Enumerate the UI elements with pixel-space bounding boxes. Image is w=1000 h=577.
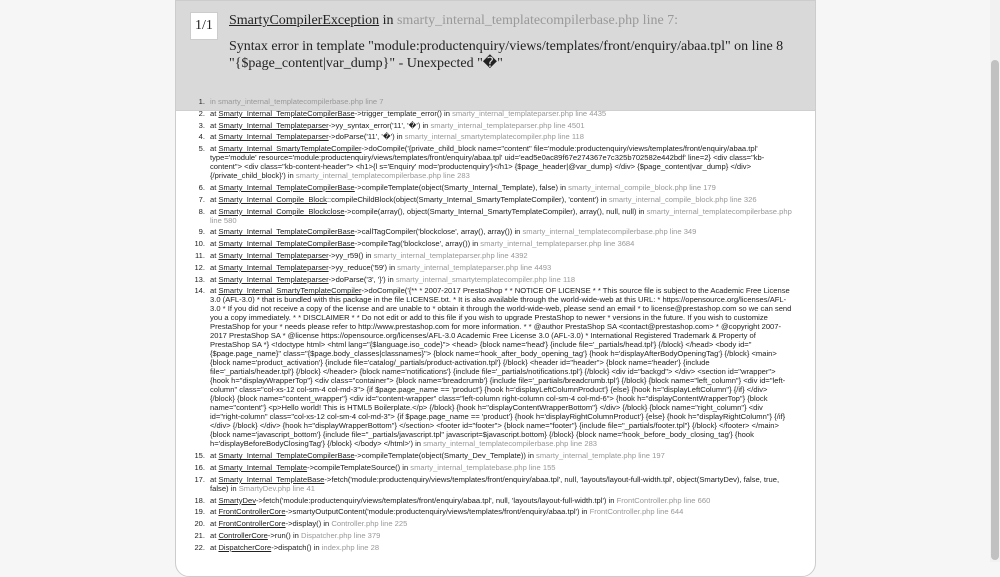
trace-file-location: Dispatcher.php line 379 — [300, 530, 381, 540]
trace-class-link[interactable]: Smarty_Internal_TemplateCompilerBase — [218, 108, 355, 118]
exception-location: smarty_internal_templatecompilerbase.php line 7: — [396, 13, 679, 28]
trace-file-location: smarty_internal_compile_block.php line 179 — [568, 182, 716, 192]
trace-at-text: at — [210, 194, 219, 204]
trace-class-link[interactable]: Smarty_Internal_TemplateBase — [218, 474, 325, 484]
trace-file-location: index.php line 28 — [321, 542, 380, 552]
trace-call: ::compileChildBlock(object(Smarty_Internal_SmartyTemplateCompiler), 'content') in — [326, 194, 609, 204]
trace-at-text: at — [210, 227, 219, 237]
trace-item — [192, 531, 792, 540]
trace-file-location: Controller.php line 225 — [331, 519, 408, 529]
trace-item — [192, 144, 792, 180]
trace-call: ->doCompile('{private_child_block name="content" file='module:productenquiry/views/templates/front/enquiry/abaa.tpl' type='module' resource='module:productenquiry/views/templates/front/enquiry/abaa.tpl' uid='ead5e0ac89f67e274367e7c325b702582e442bdf' line=2} <div class="kb-content"> <div class="kb-content-header"> <h1>{l s='Enquiry' mod='productenquiry'}</h1> {$page_header|@var_dump} </div> {$page_content|var_dump} </div> {/private_child_block}') in — [210, 144, 765, 181]
trace-at-text: at — [210, 239, 219, 249]
trace-call: ->smartyOutputContent('module:productenquiry/views/templates/front/enquiry/abaa.tpl') in — [285, 507, 590, 517]
exception-class[interactable]: SmartyCompilerException — [229, 13, 380, 28]
trace-class-link[interactable]: SmartyDev — [218, 495, 257, 505]
trace-call: ->compileTag('blockclose', array()) in — [354, 239, 481, 249]
trace-file-location: smarty_internal_smartytemplatecompiler.php line 118 — [404, 132, 584, 142]
exception-count: 1/1 — [190, 12, 218, 40]
trace-at-text: at — [210, 206, 219, 216]
trace-at-text: at — [210, 274, 219, 284]
trace-call: ->callTagCompiler('blockclose', array(), array()) in — [354, 227, 523, 237]
trace-call: ->display() in — [285, 519, 332, 529]
trace-file-location: smarty_internal_templateparser.php line 4501 — [430, 120, 585, 130]
trace-at-text: at — [210, 132, 219, 142]
trace-file-location: smarty_internal_template.php line 197 — [536, 451, 665, 461]
trace-item — [192, 251, 792, 260]
trace-call: ->fetch('module:productenquiry/views/templates/front/enquiry/abaa.tpl', null, 'layouts/layout-full-width.tpl') in — [256, 495, 617, 505]
trace-file-location: smarty_internal_templateparser.php line 4435 — [452, 108, 607, 118]
trace-item — [192, 275, 792, 284]
trace-at-text: at — [210, 120, 219, 130]
trace-class-link[interactable]: Smarty_Internal_Templateparser — [218, 274, 329, 284]
trace-item — [192, 132, 792, 141]
trace-item — [192, 195, 792, 204]
trace-at-text: at — [210, 144, 219, 154]
scrollbar[interactable] — [990, 0, 1000, 562]
trace-class-link[interactable]: FrontControllerCore — [218, 507, 286, 517]
trace-class-link[interactable]: Smarty_Internal_TemplateCompilerBase — [218, 227, 355, 237]
trace-class-link[interactable]: Smarty_Internal_TemplateCompilerBase — [218, 451, 355, 461]
trace-call: ->trigger_template_error() in — [354, 108, 453, 118]
trace-class-link[interactable]: Smarty_Internal_Template — [218, 462, 308, 472]
trace-class-link[interactable]: Smarty_Internal_Compile_Blockclose — [218, 206, 345, 216]
trace-call: ->doCompile('{** * 2007-2017 PrestaShop * * NOTICE OF LICENSE * * This source file is subject to the Academic Free License 3.0 (AFL-3.0) * that is bundled with this package in the file LICENSE.txt. * It is also available through the world-wide-web at this URL: * https://opensource.org/licenses/AFL-3.0 * If you did not receive a copy of the license and are unable to * obtain it through the world-wide-web, please send an email * to license@prestashop.com so we can send you a copy immediately. * * DISCLAIMER * * Do not edit or add to this file if you wish to upgrade PrestaShop to newer * versions in the future. If you wish to customize PrestaShop for your * needs please refer to http://www.prestashop.com for more information. * * @author PrestaShop SA <contact@prestashop.com> * @copyright 2007-2017 PrestaShop SA * @license https://opensource.org/licenses/AFL-3.0 Academic Free License 3.0 (AFL-3.0) * International Registered Trademark & Property of PrestaShop SA *} <!doctype html> <html lang="{$language.iso_code}"> <head> {block name='head'} {include file='_partials/head.tpl'} {/block} </head> <body id="{$page.page_name}" class="{$page.body_classes|classnames}"> {block name='hook_after_body_opening_tag'} {hook h='displayAfterBodyOpeningTag'} {/block} <main> {block name='product_activation'} {include file='catalog/_partials/product-activation.tpl'} {/block} <header id="header"> {block name='header'} {include file='_partials/header.tpl'} {/block} </header> {block name='notifications'} {include file='_partials/notifications.tpl'} {/block} <div id="backgd"> </div> <section id="wrapper"> {hook h="displayWrapperTop"} <div class="container"> {block name='breadcrumb'} {include file='_partials/breadcrumb.tpl'} {/block} {block name="left_column"} <div id="left-column" class="col-xs-12 col-sm-4 col-md-3"> {if $page.page_name == 'product'} {hook h='displayLeftColumnProduct'} {else} {hook h="displayLeftColumn"} {/if} </div> {/block} {block name="content_wrapper"} <div id="content-wrapper" class="left-column right-column col-sm-4 col-md-6"> {hook h="displayContentWrapperTop"} {block name="content"} <p>Hello world! This is HTML5 Boilerplate.</p> {/block} {hook h="displayContentWrapperBottom"} </div> {/block} {block name="right_column"} <div id="right-column" class="col-xs-12 col-sm-4 col-md-3"> {if $page.page_name == 'product'} {hook h='displayRightColumnProduct'} {else} {hook h="displayRightColumn"} {/if} </div> {/block} </div> {hook h="displayWrapperBottom"} </section> <footer id="footer"> {block name="footer"} {include file="_partials/footer.tpl"} {/block} </footer> </main> {block name='javascript_bottom'} {include file="_partials/javascript.tpl" javascript=$javascript.bottom} {/block} {block name='hook_before_body_closing_tag'} {hook h='displayBeforeBodyClosingTag'} {/block} </body> </html>') in — [210, 286, 792, 449]
trace-item — [192, 263, 792, 272]
trace-class-link[interactable]: Smarty_Internal_Templateparser — [218, 132, 329, 142]
trace-item — [192, 239, 792, 248]
trace-at-text: at — [210, 519, 219, 529]
trace-at-text: at — [210, 108, 219, 118]
trace-call: ->compileTemplate(object(Smarty_Internal_Template), false) in — [354, 182, 569, 192]
trace-at-text: at — [210, 250, 219, 260]
trace-call: ->compile(array(), object(Smarty_Internal_SmartyTemplateCompiler), array(), null, null) in — [344, 206, 647, 216]
trace-class-link[interactable]: Smarty_Internal_Templateparser — [218, 120, 329, 130]
trace-at-text: at — [210, 462, 219, 472]
trace-file-location: smarty_internal_compile_block.php line 326 — [608, 194, 757, 204]
trace-class-link[interactable]: DispatcherCore — [218, 542, 272, 552]
trace-file-location: SmartyDev.php line 41 — [238, 483, 315, 493]
trace-file-location: smarty_internal_templatebase.php line 155 — [410, 462, 556, 472]
trace-file-location: smarty_internal_templateparser.php line 3684 — [480, 239, 635, 249]
trace-file-location: FrontController.php line 644 — [589, 507, 684, 517]
trace-call: ->yy_r59() in — [328, 250, 374, 260]
trace-class-link[interactable]: Smarty_Internal_TemplateCompilerBase — [218, 182, 355, 192]
exception-header — [176, 1, 815, 111]
trace-file-location: smarty_internal_smartytemplatecompiler.php line 118 — [395, 274, 576, 284]
trace-file-location: FrontController.php line 660 — [616, 495, 711, 505]
exception-title — [229, 13, 678, 29]
trace-call: ->dispatch() in — [271, 542, 322, 552]
trace-item — [192, 496, 792, 505]
trace-call: ->doParse('11', '�') in — [328, 132, 405, 142]
trace-at-text: at — [210, 451, 219, 461]
trace-at-text: at — [210, 182, 219, 192]
trace-class-link[interactable]: Smarty_Internal_SmartyTemplateCompiler — [218, 286, 362, 296]
trace-call: ->compileTemplate(object(Smarty_Dev_Template)) in — [354, 451, 537, 461]
trace-item — [192, 519, 792, 528]
trace-item — [192, 475, 792, 493]
trace-file-location: smarty_internal_templatecompilerbase.php line 283 — [295, 171, 470, 181]
trace-class-link[interactable]: Smarty_Internal_Templateparser — [218, 262, 329, 272]
trace-call: ->fetch('module:productenquiry/views/templates/front/enquiry/abaa.tpl', null, 'layouts/layout-full-width.tpl', object(SmartyDev), false, true, false) in — [210, 474, 780, 493]
trace-at-text: at — [210, 286, 219, 296]
trace-call: ->compileTemplateSource() in — [307, 462, 411, 472]
trace-call: ->yy_reduce('59') in — [328, 262, 398, 272]
trace-at-text: at — [210, 507, 219, 517]
trace-item — [192, 109, 792, 118]
trace-at-text: at — [210, 530, 219, 540]
trace-item — [192, 451, 792, 460]
trace-class-link[interactable]: Smarty_Internal_SmartyTemplateCompiler — [218, 144, 362, 154]
trace-at-text: at — [210, 474, 219, 484]
trace-file-location: smarty_internal_templateparser.php line 4493 — [397, 262, 552, 272]
stack-trace — [192, 97, 792, 555]
trace-at-text: at — [210, 542, 219, 552]
trace-class-link[interactable]: Smarty_Internal_Compile_Block — [218, 194, 327, 204]
trace-item — [192, 207, 792, 225]
trace-file-location: in smarty_internal_templatecompilerbase.php line 7 — [210, 97, 384, 106]
trace-call: ->doParse('3', '}') in — [328, 274, 396, 284]
trace-item — [192, 543, 792, 552]
scrollbar-thumb[interactable] — [991, 60, 999, 560]
trace-call: ->yy_syntax_error('11', '�') in — [328, 120, 431, 130]
trace-file-location: smarty_internal_templatecompilerbase.php line 580 — [210, 206, 792, 225]
trace-file-location: smarty_internal_templatecompilerbase.php line 349 — [522, 227, 697, 237]
trace-at-text: at — [210, 262, 219, 272]
trace-item — [192, 507, 792, 516]
trace-item — [192, 227, 792, 236]
trace-at-text: at — [210, 495, 219, 505]
exception-message: Syntax error in template "module:productenquiry/views/templates/front/enquiry/abaa.tpl" on line 8 "{$page_content|var_dump}" - Unexpected "�" — [229, 39, 784, 71]
exception-panel — [175, 0, 816, 577]
trace-item — [192, 121, 792, 130]
trace-item — [192, 183, 792, 192]
trace-file-location: smarty_internal_templateparser.php line 4392 — [373, 250, 528, 260]
trace-item — [192, 286, 792, 448]
trace-file-location: smarty_internal_templatecompilerbase.php line 283 — [423, 439, 598, 449]
trace-item — [192, 463, 792, 472]
trace-class-link[interactable]: ControllerCore — [218, 530, 268, 540]
trace-item — [192, 97, 792, 106]
trace-class-link[interactable]: Smarty_Internal_TemplateCompilerBase — [218, 239, 355, 249]
trace-class-link[interactable]: FrontControllerCore — [218, 519, 286, 529]
exception-in-text: in — [382, 13, 394, 28]
trace-class-link[interactable]: Smarty_Internal_Templateparser — [218, 250, 329, 260]
trace-call: ->run() in — [267, 530, 301, 540]
